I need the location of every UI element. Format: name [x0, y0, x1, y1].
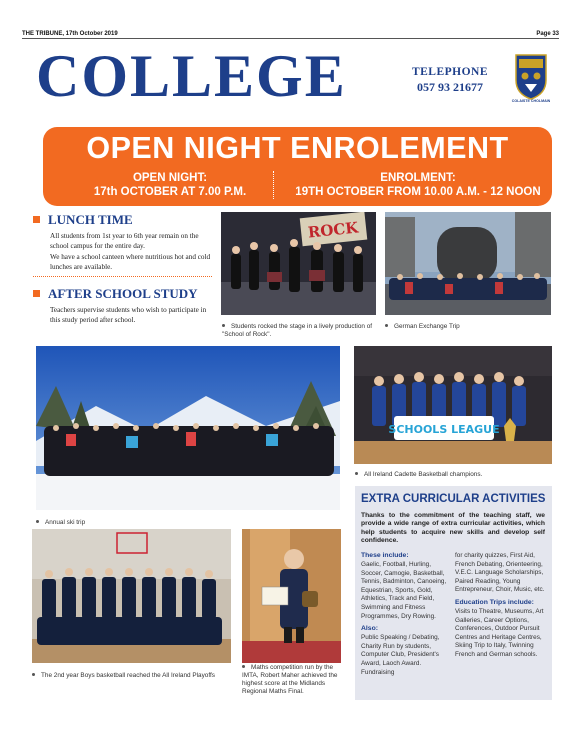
- section-divider: [33, 276, 212, 277]
- enrolment-date: 19TH OCTOBER FROM 10.00 A.M. - 12 NOON: [295, 186, 541, 198]
- extra-curricular-intro: Thanks to the commitment of the teaching staff, we provide a wide range of extra curricular activities, which help students to acquire new skills and develop self confidence.: [361, 512, 545, 544]
- banner-title: OPEN NIGHT ENROLEMENT: [86, 131, 509, 165]
- boys-basketball-caption: The 2nd year Boys basketball reached the All Ireland Playoffs: [32, 672, 232, 680]
- school-crest-icon: [513, 52, 549, 102]
- newspaper-name: THE TRIBUNE, 17th October 2019: [22, 31, 118, 37]
- open-night-info: [80, 171, 260, 199]
- these-include-list: Gaelic, Football, Hurling, Soccer, Camogie, Basketball, Tennis, Badminton, Canoeing, Equestrian, Sports, Gold, Athletics, Track and Field, Swimming and Fitness Programmes, Dry Rowing.: [361, 561, 447, 620]
- also-heading: Also:: [361, 625, 378, 633]
- maths-competition-caption: Maths competition run by the IMTA, Robert Maher achieved the highest score at the Midlands Regional Maths Final.: [242, 664, 338, 695]
- lunch-time-text: [50, 232, 215, 272]
- telephone-box: [410, 66, 490, 95]
- maths-competition-photo: [242, 529, 341, 663]
- open-night-label: OPEN NIGHT:: [132, 172, 208, 184]
- these-include-heading: These include:: [361, 552, 409, 559]
- german-exchange-photo: [385, 212, 551, 315]
- school-of-rock-photo: [221, 212, 376, 315]
- open-night-date: 17th OCTOBER AT 7.00 P.M.: [93, 186, 247, 198]
- enrolment-info: [288, 171, 548, 199]
- college-title: COLLEGE: [36, 43, 347, 109]
- fundraising-list: for charity quizzes, First Aid, French Debating, Orienteering, V.E.C. Language Scholarships, Paired Reading, Young Entrepreneur, Choir, Music, etc.: [455, 552, 545, 594]
- crest-caption: COLAISTE CHOLMAIN: [511, 99, 551, 103]
- german-exchange-caption: German Exchange Trip: [385, 323, 545, 331]
- school-of-rock-caption: Students rocked the stage in a lively production of "School of Rock".: [222, 323, 373, 338]
- lunch-p2: We have a school canteen where nutritious hot and cold lunches are available.: [50, 253, 211, 271]
- lunch-time-heading: [33, 212, 133, 228]
- header-rule: [22, 38, 559, 39]
- lunch-time-title: LUNCH TIME: [48, 212, 133, 227]
- ski-trip-caption: Annual ski trip: [36, 519, 236, 527]
- basketball-champions-caption: All Ireland Cadette Basketball champions.: [355, 471, 555, 479]
- education-trips-heading: Education Trips include:: [455, 598, 534, 606]
- basketball-champions-photo: [354, 346, 552, 464]
- rock-sign: ROCK: [307, 218, 360, 242]
- bullet-square-icon: [33, 216, 40, 223]
- education-trips-list: Visits to Theatre, Museums, Art Galleries, Career Options, Conferences, Outdoor Pursuit Centres and Heritage Centres, Skiing Trip to Italy, Twinning French and German schools.: [455, 607, 544, 658]
- telephone-label: TELEPHONE: [411, 66, 489, 78]
- enrolment-label: ENROLMENT:: [380, 172, 456, 184]
- extra-curricular-title: EXTRA CURRICULAR ACTIVITIES: [361, 493, 546, 505]
- page-number: Page 33: [536, 31, 559, 37]
- banner-divider: [273, 171, 275, 199]
- lunch-p1: All students from 1st year to 6th year remain on the school campus for the entire day.: [50, 232, 199, 250]
- eca-column-right: [455, 552, 547, 660]
- ski-trip-photo: [36, 346, 340, 510]
- bullet-square-icon: [33, 290, 40, 297]
- after-school-study-heading: [33, 286, 198, 302]
- boys-basketball-photo: [32, 529, 231, 663]
- eca-column-left: [361, 552, 449, 677]
- league-banner-text: SCHOOLS LEAGUE: [388, 423, 500, 436]
- telephone-number: 057 93 21677: [417, 80, 483, 94]
- also-list: Public Speaking / Debating, Charity Run by students, Computer Club, President's Award, Laoch Award. Fundraising: [361, 634, 440, 676]
- after-school-study-title: AFTER SCHOOL STUDY: [48, 286, 198, 301]
- after-school-study-text: Teachers supervise students who wish to participate in this study period after school.: [50, 306, 207, 324]
